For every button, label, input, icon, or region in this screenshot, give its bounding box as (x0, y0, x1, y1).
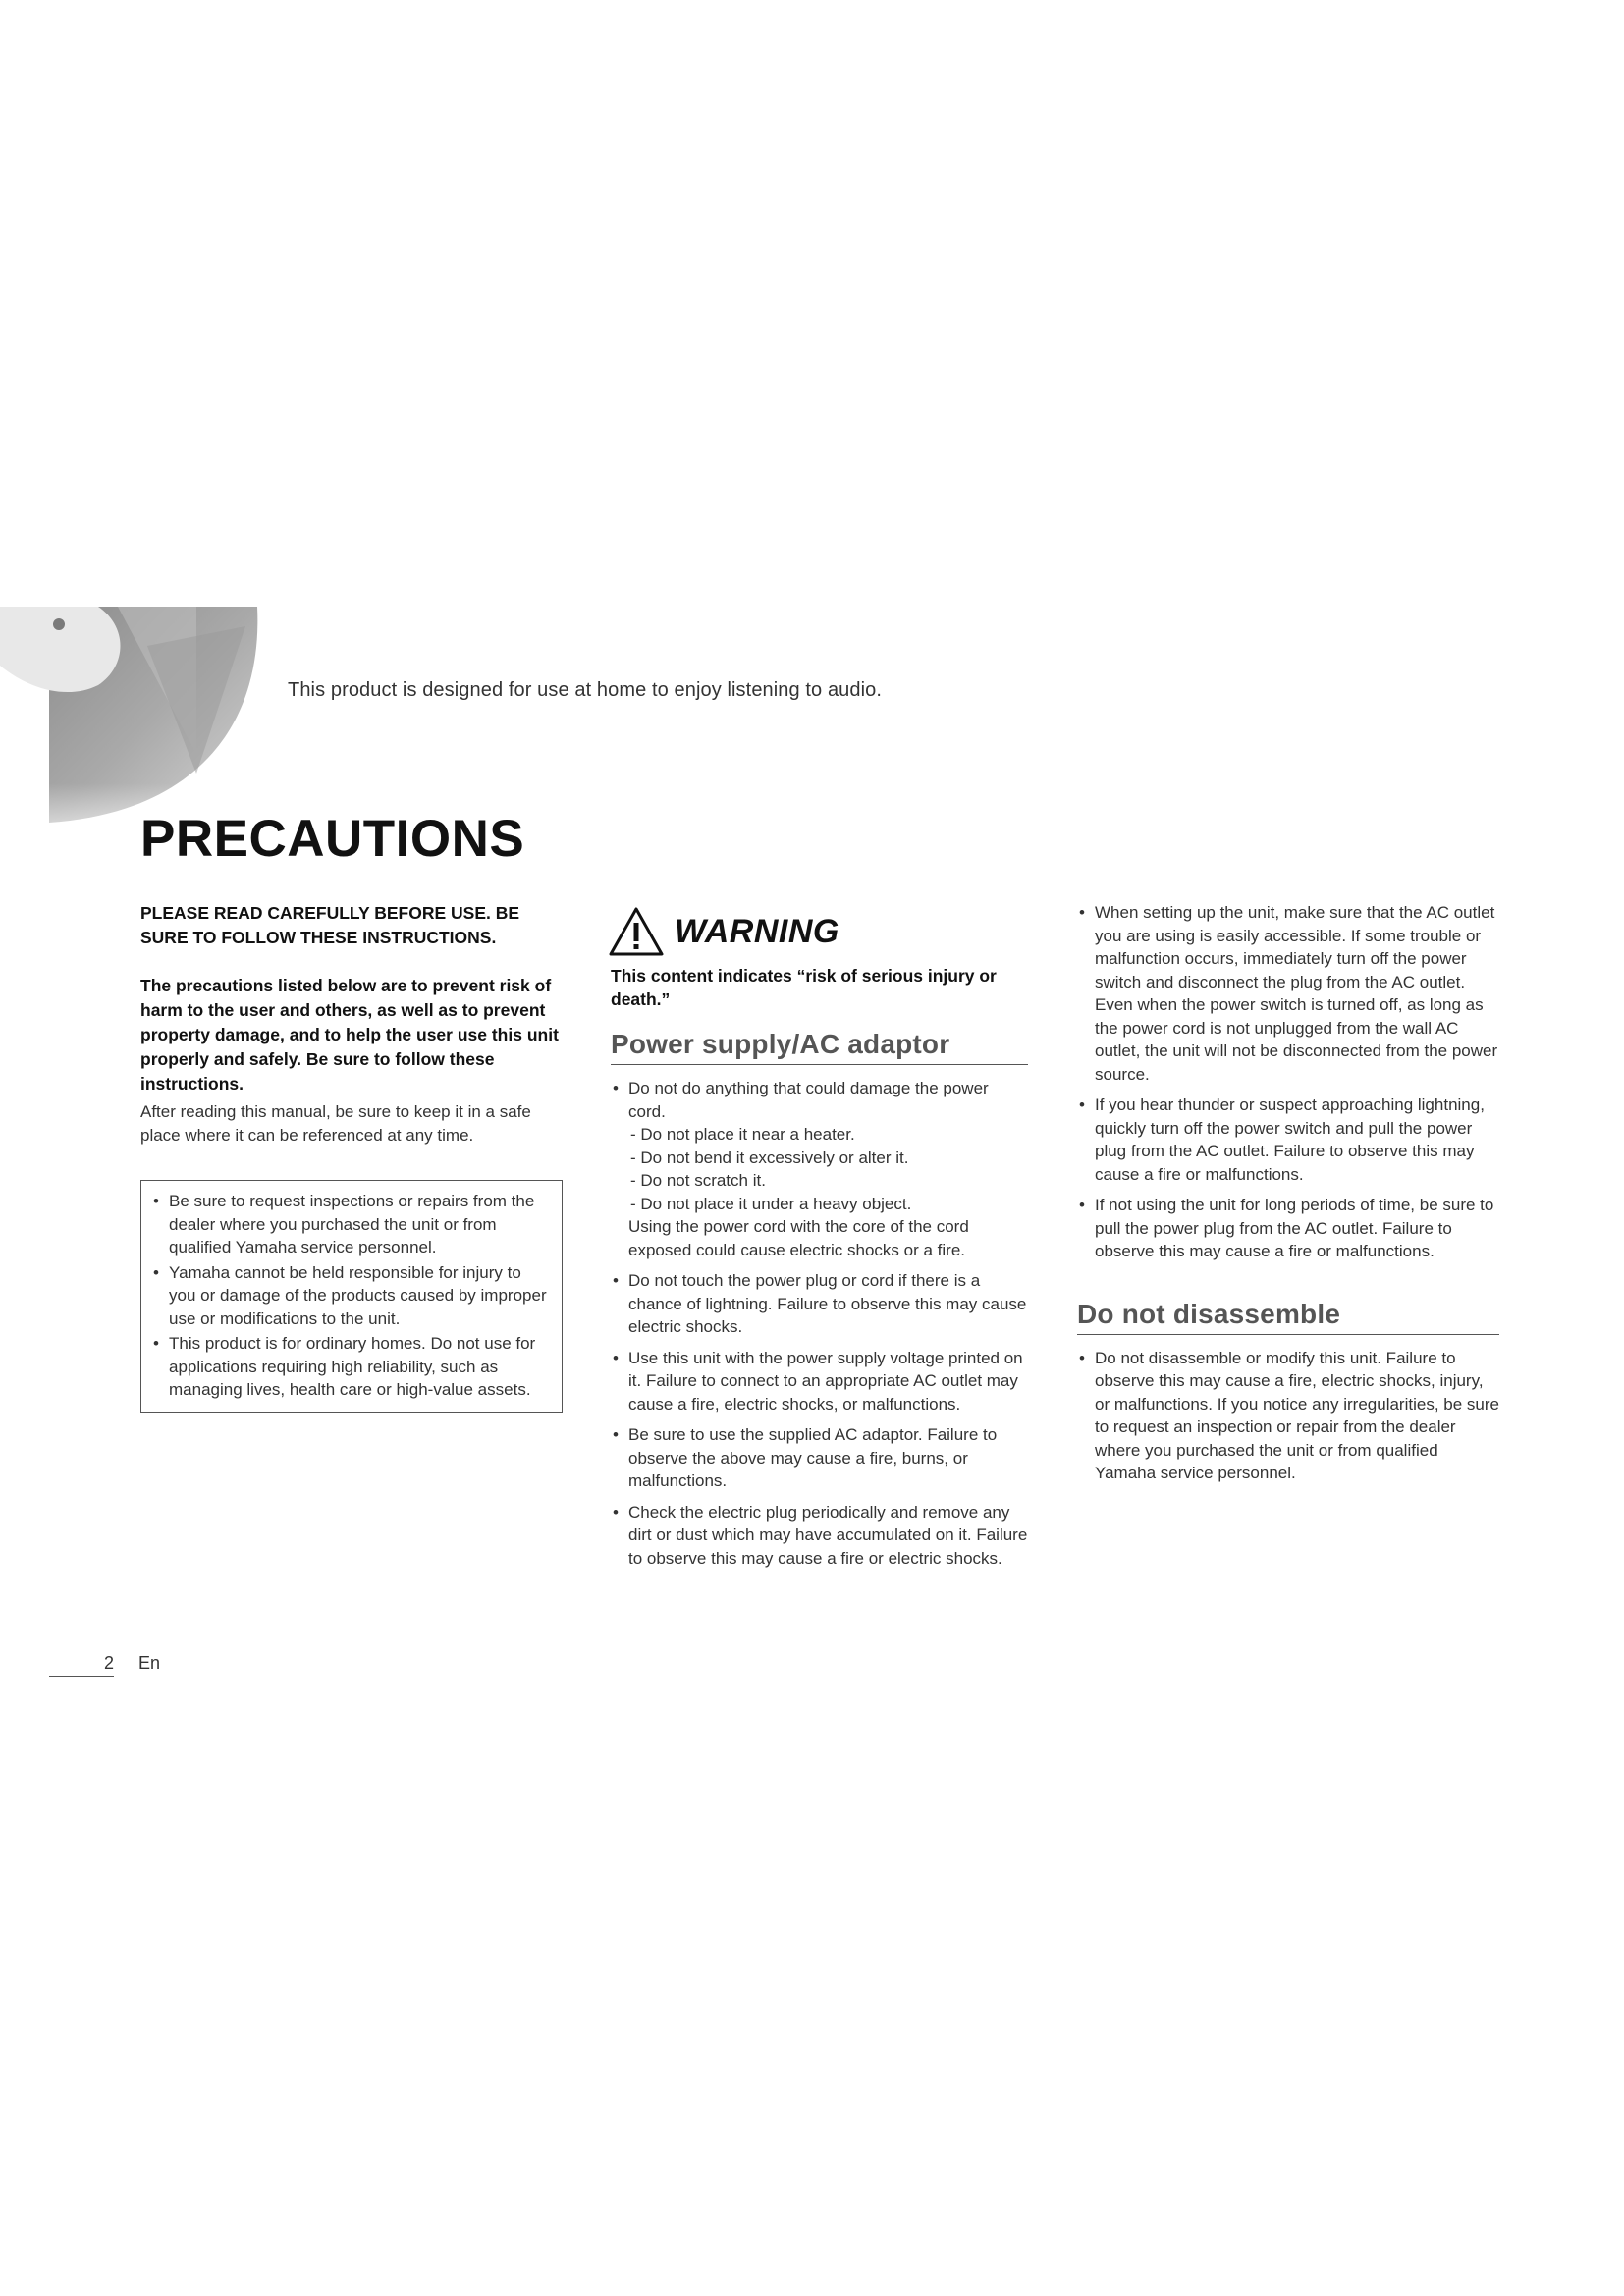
column-left (140, 901, 563, 1413)
list-item (611, 1077, 1028, 1261)
keep-manual-note: After reading this manual, be sure to keep it in a safe place where it can be referenced at any time. (140, 1102, 531, 1145)
column-middle (611, 901, 1028, 1577)
section-heading-power: Power supply/AC adaptor (611, 1029, 1028, 1065)
list-item-tail: Using the power cord with the core of the cord exposed could cause electric shocks or a fire. (628, 1217, 969, 1259)
list-item: • Be sure to use the supplied AC adaptor. Failure to observe the above may cause a fire, burns, or malfunctions. (611, 1423, 1028, 1493)
language-code: En (138, 1653, 161, 1673)
list-item: • When setting up the unit, make sure that the AC outlet you are using is easily accessible. If some trouble or malfunction occurs, immediately turn off the power switch and disconnect the plug from the AC outlet. Even when the power switch is turned off, as long as the power cord is not unplugged from the wall AC outlet, the unit will not be disconnected from the power source. (1077, 901, 1499, 1086)
list-subitem: - Do not place it near a heater. (630, 1125, 855, 1144)
list-item: • Do not touch the power plug or cord if there is a chance of lightning. Failure to observe this may cause electric shocks. (611, 1269, 1028, 1339)
lead-purpose: The precautions listed below are to prevent risk of harm to the user and others, as well as to prevent property damage, and to help the user use this unit properly and safely. Be sure to follow these instructions. (140, 976, 559, 1094)
disassemble-list (1077, 1347, 1499, 1485)
list-item: • Check the electric plug periodically and remove any dirt or dust which may have accumulated on it. Failure to observe this may cause a fire or electric shocks. (611, 1501, 1028, 1571)
list-subitem: - Do not bend it excessively or alter it. (630, 1148, 909, 1167)
warning-label: WARNING (675, 912, 839, 950)
page-title: PRECAUTIONS (140, 810, 525, 868)
notice-box (140, 1180, 563, 1413)
power-list (611, 1077, 1028, 1570)
intro-text: This product is designed for use at home to enjoy listening to audio. (288, 679, 883, 701)
list-item: • Use this unit with the power supply voltage printed on it. Failure to connect to an appropriate AC outlet may cause a fire, electric shocks, or malfunctions. (611, 1347, 1028, 1416)
notice-list (151, 1190, 552, 1402)
list-item: • If you hear thunder or suspect approaching lightning, quickly turn off the power switch and pull the power plug from the AC outlet. Failure to observe this may cause a fire or malfunctions. (1077, 1094, 1499, 1186)
power-list-continued (1077, 901, 1499, 1263)
list-item-lead: Do not do anything that could damage the power cord. (628, 1079, 989, 1121)
warning-triangle-icon (608, 906, 665, 957)
lead-instruction: PLEASE READ CAREFULLY BEFORE USE. BE SURE TO FOLLOW THESE INSTRUCTIONS. (140, 903, 520, 947)
section-heading-disassemble: Do not disassemble (1077, 1299, 1499, 1335)
list-subitem: - Do not scratch it. (630, 1171, 766, 1190)
list-item: • This product is for ordinary homes. Do not use for applications requiring high reliability, such as managing lives, health care or high-value assets. (151, 1332, 552, 1402)
list-item: • Yamaha cannot be held responsible for injury to you or damage of the products caused by improper use or modifications to the unit. (151, 1261, 552, 1331)
warning-header (608, 901, 1028, 962)
warning-description: This content indicates “risk of serious injury or death.” (611, 966, 997, 1009)
column-right (1077, 901, 1499, 1493)
list-subitem: - Do not place it under a heavy object. (630, 1194, 912, 1213)
list-item: • Be sure to request inspections or repairs from the dealer where you purchased the unit or from qualified Yamaha service personnel. (151, 1190, 552, 1259)
list-item: • If not using the unit for long periods of time, be sure to pull the power plug from the AC outlet. Failure to observe this may cause a fire or malfunctions. (1077, 1194, 1499, 1263)
page-number: 2 (49, 1653, 114, 1677)
list-item: • Do not disassemble or modify this unit. Failure to observe this may cause a fire, electric shocks, injury, or malfunctions. If you notice any irregularities, be sure to request an inspection or repair from the dealer where you purchased the unit or from qualified Yamaha service personnel. (1077, 1347, 1499, 1485)
